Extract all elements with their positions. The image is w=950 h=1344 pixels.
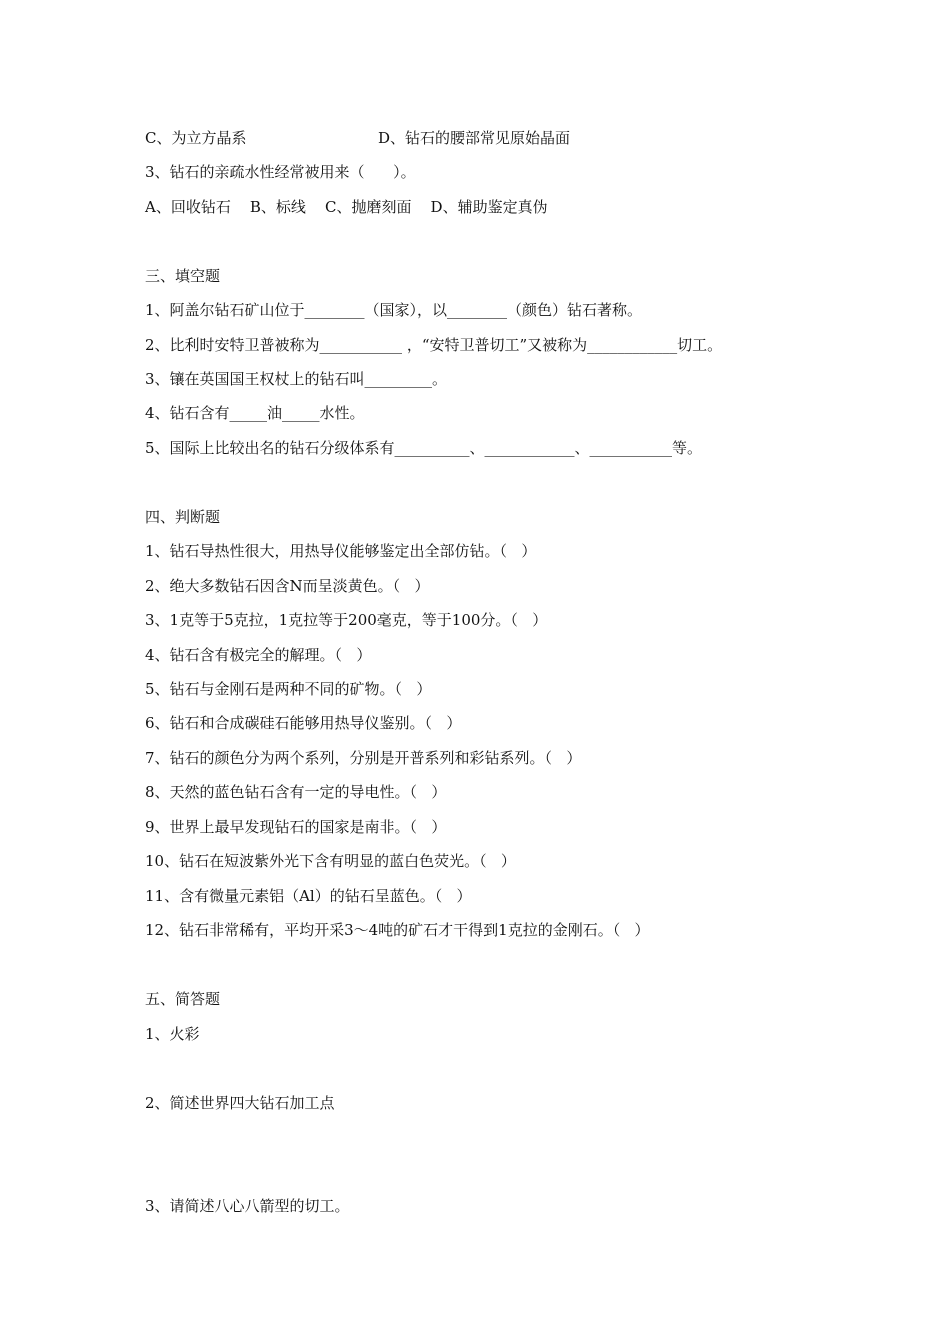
true-false-item: 2、绝大多数钻石因含N而呈淡黄色。（ ）	[145, 577, 430, 595]
true-false-item: 4、钻石含有极完全的解理。（ ）	[145, 646, 372, 664]
true-false-item: 1、钻石导热性很大，用热导仪能够鉴定出全部仿钻。（ ）	[145, 542, 537, 560]
fill-blank-item: 5、国际上比较出名的钻石分级体系有__________、____________、___________等。	[145, 439, 703, 457]
fill-blank-item: 1、阿盖尔钻石矿山位于________（国家），以________（颜色）钻石著称。	[145, 301, 643, 319]
question-3: 3、钻石的亲疏水性经常被用来（ ）。	[145, 163, 416, 181]
short-answer-item: 2、简述世界四大钻石加工点	[145, 1094, 335, 1112]
option-c: C、为立方晶系	[145, 129, 247, 147]
question-3-options: A、回收钻石 B、标线 C、抛磨刻面 D、辅助鉴定真伪	[145, 198, 548, 216]
true-false-item: 5、钻石与金刚石是两种不同的矿物。（ ）	[145, 680, 432, 698]
true-false-item: 9、世界上最早发现钻石的国家是南非。（ ）	[145, 818, 447, 836]
section-heading-true-false: 四、判断题	[145, 508, 221, 526]
true-false-item: 10、钻石在短波紫外光下含有明显的蓝白色荧光。（ ）	[145, 852, 516, 870]
fill-blank-item: 4、钻石含有_____油_____水性。	[145, 404, 365, 422]
fill-blank-item: 2、比利时安特卫普被称为___________ ，“安特卫普切工”又被称为____________切工。	[145, 336, 723, 354]
true-false-item: 12、钻石非常稀有，平均开采3～4吨的矿石才干得到1克拉的金刚石。（ ）	[145, 921, 650, 939]
section-heading-short-answer: 五、简答题	[145, 990, 221, 1008]
option-d: D、钻石的腰部常见原始晶面	[378, 129, 571, 147]
true-false-item: 3、1克等于5克拉，1克拉等于200毫克，等于100分。（ ）	[145, 611, 548, 629]
true-false-item: 11、含有微量元素铝（Al）的钻石呈蓝色。（ ）	[145, 887, 472, 905]
short-answer-item: 3、请简述八心八箭型的切工。	[145, 1197, 350, 1215]
true-false-item: 7、钻石的颜色分为两个系列，分别是开普系列和彩钻系列。（ ）	[145, 749, 582, 767]
fill-blank-item: 3、镶在英国国王权杖上的钻石叫_________。	[145, 370, 448, 388]
short-answer-item: 1、火彩	[145, 1025, 200, 1043]
true-false-item: 8、天然的蓝色钻石含有一定的导电性。（ ）	[145, 783, 447, 801]
section-heading-fill-blank: 三、填空题	[145, 267, 221, 285]
true-false-item: 6、钻石和合成碳硅石能够用热导仪鉴别。（ ）	[145, 714, 462, 732]
